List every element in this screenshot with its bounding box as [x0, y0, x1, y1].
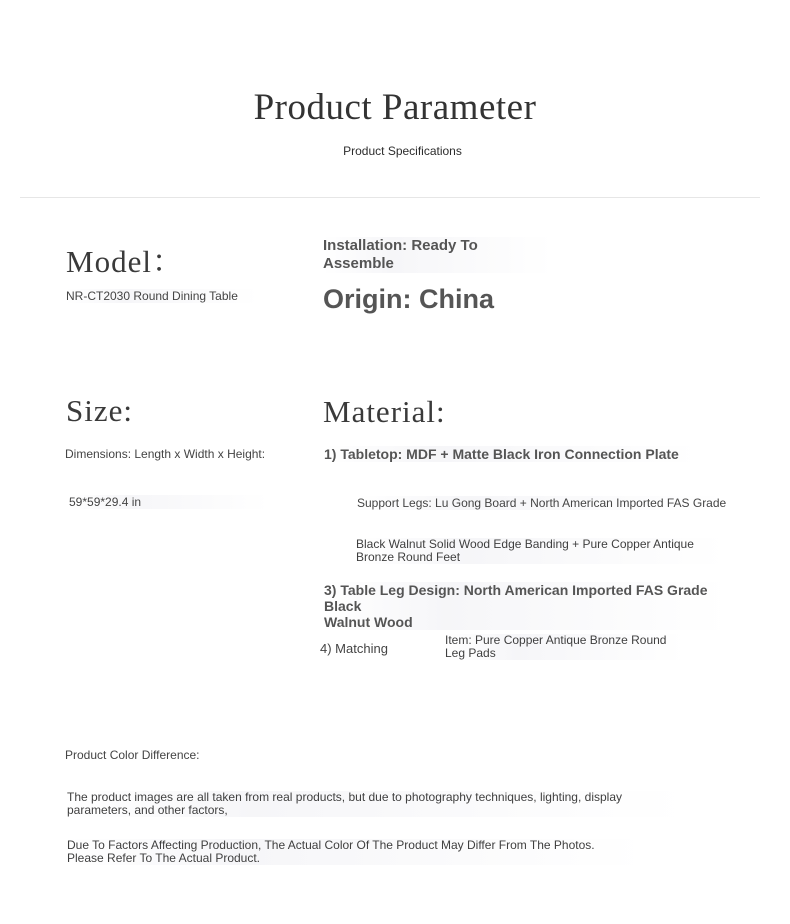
page-title: Product Parameter	[253, 87, 537, 128]
page-subtitle: Product Specifications	[343, 144, 462, 158]
color-difference-heading: Product Color Difference:	[65, 748, 200, 762]
color-difference-paragraph-2	[67, 839, 647, 865]
edge-banding-line-1: Black Walnut Solid Wood Edge Banding + Pure Copper Antique	[356, 537, 694, 551]
leg-design-line-1: 3) Table Leg Design: North American Imported FAS Grade Black	[324, 582, 708, 614]
model-heading: Model：	[66, 244, 184, 279]
material-support-legs: Support Legs: Lu Gong Board + North American Imported FAS Grade	[357, 496, 727, 510]
installation-line-2: Assemble	[323, 255, 394, 272]
color-note-p1-line-2: parameters, and other factors,	[67, 803, 228, 817]
material-edge-banding	[356, 538, 726, 564]
material-leg-design	[324, 582, 729, 630]
installation-line-1: Installation: Ready To	[323, 237, 478, 254]
installation-text	[323, 237, 553, 273]
dimensions-value: 59*59*29.4 in	[69, 495, 269, 509]
material-tabletop: 1) Tabletop: MDF + Matte Black Iron Connection Plate	[324, 446, 699, 462]
leg-design-line-2: Walnut Wood	[324, 614, 413, 630]
header-divider	[20, 197, 760, 198]
color-note-p2-line-2: Please Refer To The Actual Product.	[67, 851, 261, 865]
color-note-p1-line-1: The product images are all taken from real products, but due to photography techniques, lighting, display	[67, 790, 622, 804]
color-note-p2-line-1: Due To Factors Affecting Production, The Actual Color Of The Product May Differ From The Photos.	[67, 838, 595, 852]
color-difference-paragraph-1	[67, 791, 687, 817]
matching-item-line-1: Item: Pure Copper Antique Bronze Round	[445, 633, 667, 647]
size-heading: Size:	[66, 393, 133, 428]
model-value: NR-CT2030 Round Dining Table	[66, 289, 258, 303]
material-heading: Material:	[323, 394, 446, 429]
matching-item-line-2: Leg Pads	[445, 646, 496, 660]
matching-item	[445, 634, 685, 660]
origin-text: Origin: China	[323, 284, 494, 314]
matching-label: 4) Matching	[320, 641, 388, 656]
edge-banding-line-2: Bronze Round Feet	[356, 550, 461, 564]
dimensions-label: Dimensions: Length x Width x Height:	[65, 447, 266, 461]
